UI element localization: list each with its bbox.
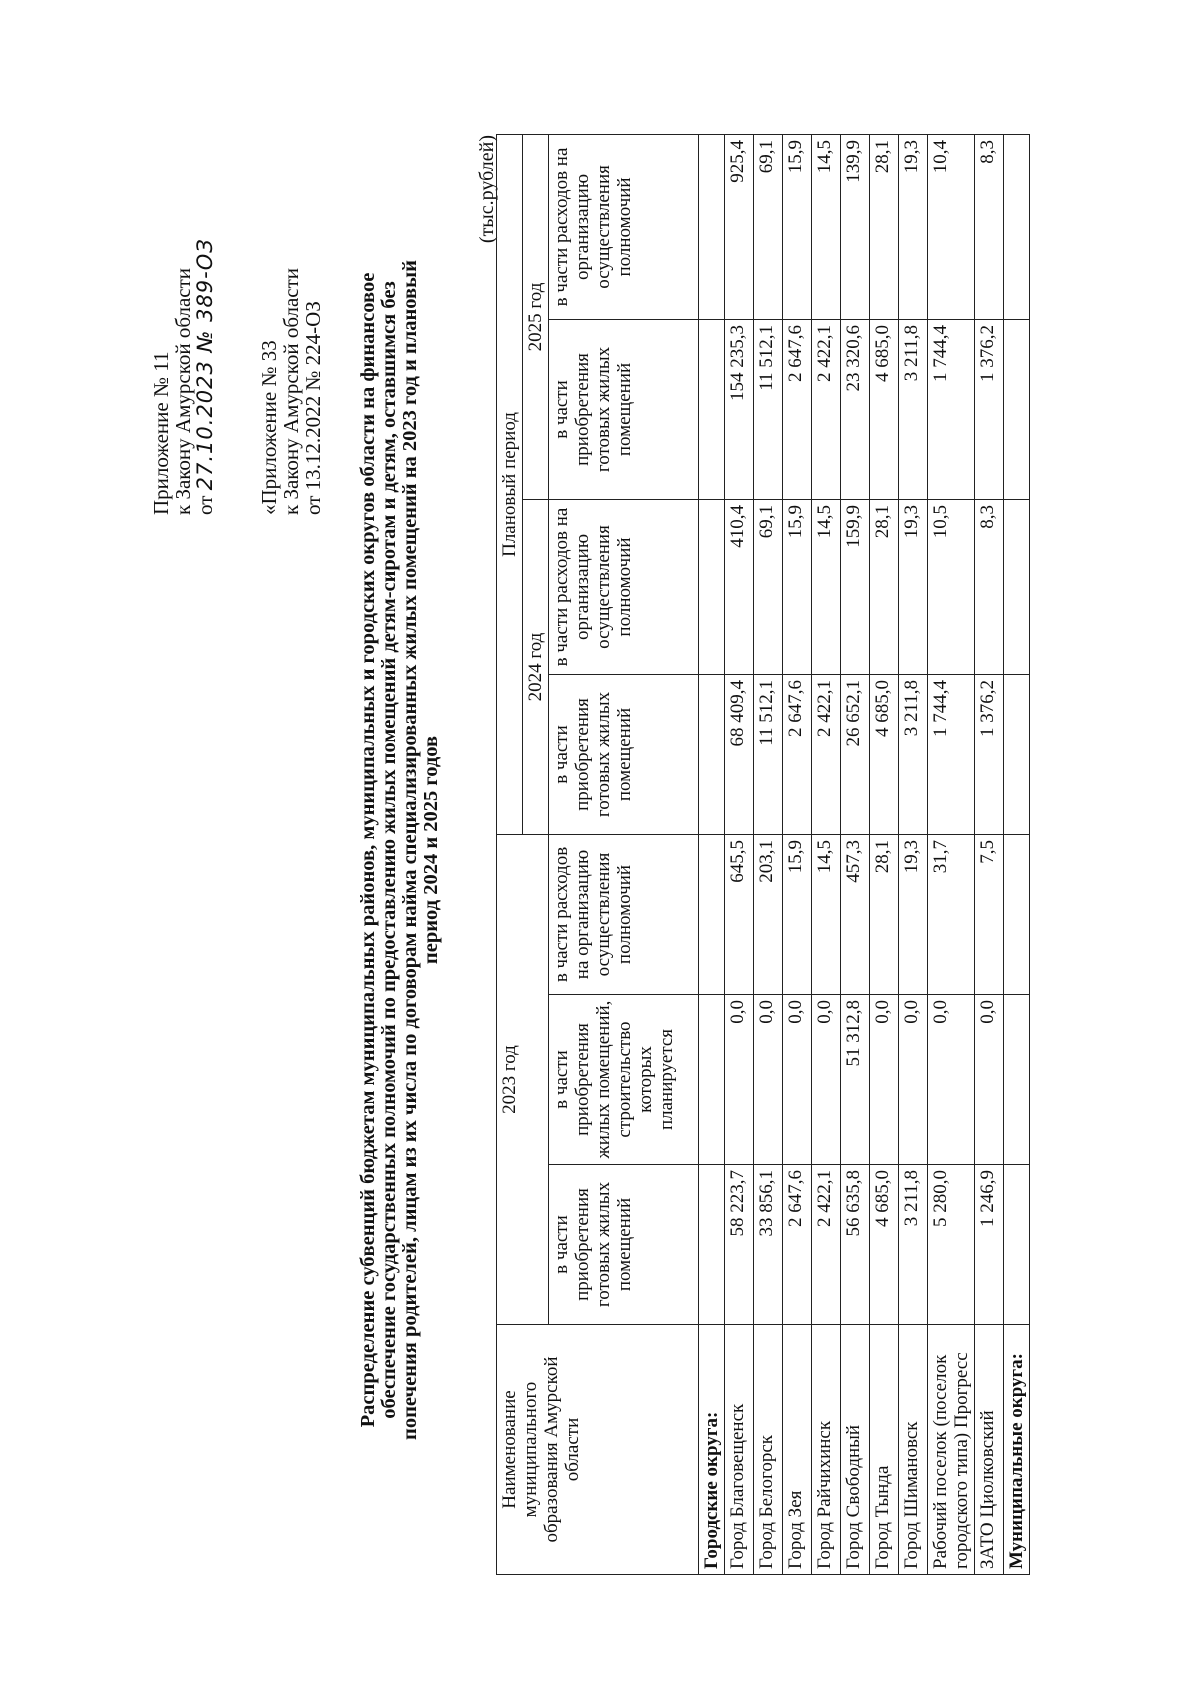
- row-municipality-name: Город Шимановск: [899, 1325, 928, 1575]
- table-row: [725, 134, 754, 1574]
- cell-v2024-admin: 8,3: [975, 499, 1004, 674]
- cell-v2023-buy: 2 647,6: [783, 1165, 812, 1325]
- title-line: период 2024 и 2025 годов: [420, 735, 442, 965]
- row-municipality-name: Город Свободный: [841, 1325, 870, 1575]
- cell-v2025-admin: 15,9: [783, 134, 812, 319]
- cell-v2025-buy: 154 235,3: [725, 319, 754, 499]
- cell-v2025-buy: 2 422,1: [812, 319, 841, 499]
- cell-v2024-admin: 14,5: [812, 499, 841, 674]
- cell-v2025-admin: 19,3: [899, 134, 928, 319]
- table-row: [783, 134, 812, 1574]
- cell-v2023-admin: 31,7: [928, 834, 975, 994]
- subheader-2024-admin: в части расходов на организацию осуществления полномочий: [549, 499, 699, 674]
- table-row: [870, 134, 899, 1574]
- cell-v2025-admin: 10,4: [928, 134, 975, 319]
- empty-cell: [1004, 1165, 1030, 1325]
- table-row: [928, 134, 975, 1574]
- cell-v2023-admin: 14,5: [812, 834, 841, 994]
- cell-v2025-admin: 8,3: [975, 134, 1004, 319]
- cell-v2025-buy: 2 647,6: [783, 319, 812, 499]
- header-planned-period: Плановый период: [497, 134, 523, 834]
- cell-v2023-buy: 1 246,9: [975, 1165, 1004, 1325]
- cell-v2023-build: 0,0: [899, 995, 928, 1165]
- table-row: [899, 134, 928, 1574]
- cell-v2025-admin: 14,5: [812, 134, 841, 319]
- cell-v2025-buy: 4 685,0: [870, 319, 899, 499]
- table-row: [975, 134, 1004, 1574]
- cell-v2024-admin: 410,4: [725, 499, 754, 674]
- row-municipality-name: Город Благовещенск: [725, 1325, 754, 1575]
- empty-cell: [1004, 134, 1030, 319]
- cell-v2024-admin: 15,9: [783, 499, 812, 674]
- section-row-urban: [699, 134, 725, 1574]
- cell-v2025-admin: 69,1: [754, 134, 783, 319]
- row-municipality-name: Город Тында: [870, 1325, 899, 1575]
- cell-v2024-buy: 26 652,1: [841, 674, 870, 834]
- cell-v2024-buy: 4 685,0: [870, 674, 899, 834]
- title-line: попечения родителей, лицам из их числа по договорам найма специализированных жилых помещений на 2023 год и плановый: [399, 260, 421, 1440]
- section-label: Городские округа:: [699, 1325, 725, 1575]
- cell-v2023-build: 0,0: [725, 995, 754, 1165]
- cell-v2023-build: 0,0: [812, 995, 841, 1165]
- table-row: [754, 134, 783, 1574]
- empty-cell: [1004, 834, 1030, 994]
- cell-v2023-build: 0,0: [870, 995, 899, 1165]
- header-2023: 2023 год: [497, 834, 549, 1324]
- subheader-2023-admin: в части расходов на организацию осуществления полномочий: [549, 834, 699, 994]
- cell-v2025-admin: 925,4: [725, 134, 754, 319]
- cell-v2023-admin: 457,3: [841, 834, 870, 994]
- cell-v2024-buy: 1 376,2: [975, 674, 1004, 834]
- cell-v2023-build: 51 312,8: [841, 995, 870, 1165]
- units-label: (тыс.рублей): [476, 135, 498, 244]
- empty-cell: [1004, 995, 1030, 1165]
- subheader-2025-purchase: в части приобретения готовых жилых помещений: [549, 319, 699, 499]
- appendix-number: Приложение № 11: [149, 351, 173, 515]
- cell-v2025-admin: 28,1: [870, 134, 899, 319]
- empty-cell: [1004, 499, 1030, 674]
- subheader-2025-admin: в части расходов на организацию осуществления полномочий: [549, 134, 699, 319]
- table-row: [812, 134, 841, 1574]
- cell-v2023-buy: 33 856,1: [754, 1165, 783, 1325]
- title-line: Распределение субвенций бюджетам муниципальных районов, муниципальных и городских округов области на финансовое: [357, 272, 379, 1428]
- row-municipality-name: Рабочий поселок (поселок городского типа) Прогресс: [928, 1325, 975, 1575]
- cell-v2023-admin: 7,5: [975, 834, 1004, 994]
- cell-v2023-admin: 15,9: [783, 834, 812, 994]
- section-row-municipal: [1004, 134, 1030, 1574]
- row-municipality-name: ЗАТО Циолковский: [975, 1325, 1004, 1575]
- cell-v2023-build: 0,0: [928, 995, 975, 1165]
- header-2025: 2025 год: [523, 134, 549, 499]
- header-2024: 2024 год: [523, 499, 549, 834]
- cell-v2024-buy: 3 211,8: [899, 674, 928, 834]
- cell-v2023-buy: 3 211,8: [899, 1165, 928, 1325]
- cell-v2023-build: 0,0: [754, 995, 783, 1165]
- subheader-2024-purchase: в части приобретения готовых жилых помещений: [549, 674, 699, 834]
- subheader-2023-purchase: в части приобретения готовых жилых помещений: [549, 1165, 699, 1325]
- cell-v2024-admin: 159,9: [841, 499, 870, 674]
- document-title: [358, 135, 442, 1565]
- row-municipality-name: Город Зея: [783, 1325, 812, 1575]
- cell-v2025-admin: 139,9: [841, 134, 870, 319]
- cell-v2023-buy: 58 223,7: [725, 1165, 754, 1325]
- cell-v2024-buy: 68 409,4: [725, 674, 754, 834]
- cell-v2024-admin: 28,1: [870, 499, 899, 674]
- subheader-2023-construction: в части приобретения жилых помещений, строительство которых планируется: [549, 995, 699, 1165]
- prev-appendix-date: от 13.12.2022 № 224-ОЗ: [301, 301, 325, 515]
- table-row: [841, 134, 870, 1574]
- cell-v2023-admin: 19,3: [899, 834, 928, 994]
- empty-cell: [1004, 319, 1030, 499]
- cell-v2025-buy: 1 376,2: [975, 319, 1004, 499]
- header-name-column: Наименование муниципального образования Амурской области: [497, 1325, 699, 1575]
- prev-appendix-number: «Приложение № 33: [257, 340, 281, 515]
- cell-v2025-buy: 23 320,6: [841, 319, 870, 499]
- row-municipality-name: Город Белогорск: [754, 1325, 783, 1575]
- cell-v2023-admin: 645,5: [725, 834, 754, 994]
- cell-v2025-buy: 3 211,8: [899, 319, 928, 499]
- cell-v2024-buy: 2 422,1: [812, 674, 841, 834]
- cell-v2025-buy: 1 744,4: [928, 319, 975, 499]
- cell-v2023-build: 0,0: [975, 995, 1004, 1165]
- cell-v2024-admin: 19,3: [899, 499, 928, 674]
- appendix-header: [150, 95, 216, 515]
- cell-v2023-buy: 2 422,1: [812, 1165, 841, 1325]
- cell-v2023-buy: 56 635,8: [841, 1165, 870, 1325]
- appendix-date-prefix: от: [193, 495, 217, 515]
- cell-v2023-buy: 5 280,0: [928, 1165, 975, 1325]
- cell-v2025-buy: 11 512,1: [754, 319, 783, 499]
- handwritten-date-number: 27.10.2023 № 389-ОЗ: [193, 238, 217, 491]
- section-label: Муниципальные округа:: [1004, 1325, 1030, 1575]
- cell-v2023-admin: 203,1: [754, 834, 783, 994]
- appendix-law-ref: к Закону Амурской области: [171, 267, 195, 515]
- appendix-date-line: [194, 95, 216, 515]
- cell-v2024-buy: 2 647,6: [783, 674, 812, 834]
- cell-v2023-build: 0,0: [783, 995, 812, 1165]
- title-line: обеспечение государственных полномочий по предоставлению жилых помещений детям-сиротам и детям, оставшимся без: [378, 281, 400, 1419]
- subsidy-table: [496, 134, 1030, 1575]
- empty-cell: [1004, 674, 1030, 834]
- cell-v2024-buy: 1 744,4: [928, 674, 975, 834]
- cell-v2023-admin: 28,1: [870, 834, 899, 994]
- cell-v2024-admin: 69,1: [754, 499, 783, 674]
- cell-v2024-admin: 10,5: [928, 499, 975, 674]
- cell-v2023-buy: 4 685,0: [870, 1165, 899, 1325]
- cell-v2024-buy: 11 512,1: [754, 674, 783, 834]
- row-municipality-name: Город Райчихинск: [812, 1325, 841, 1575]
- prev-appendix-law-ref: к Закону Амурской области: [279, 267, 303, 515]
- previous-appendix-header: [258, 95, 324, 515]
